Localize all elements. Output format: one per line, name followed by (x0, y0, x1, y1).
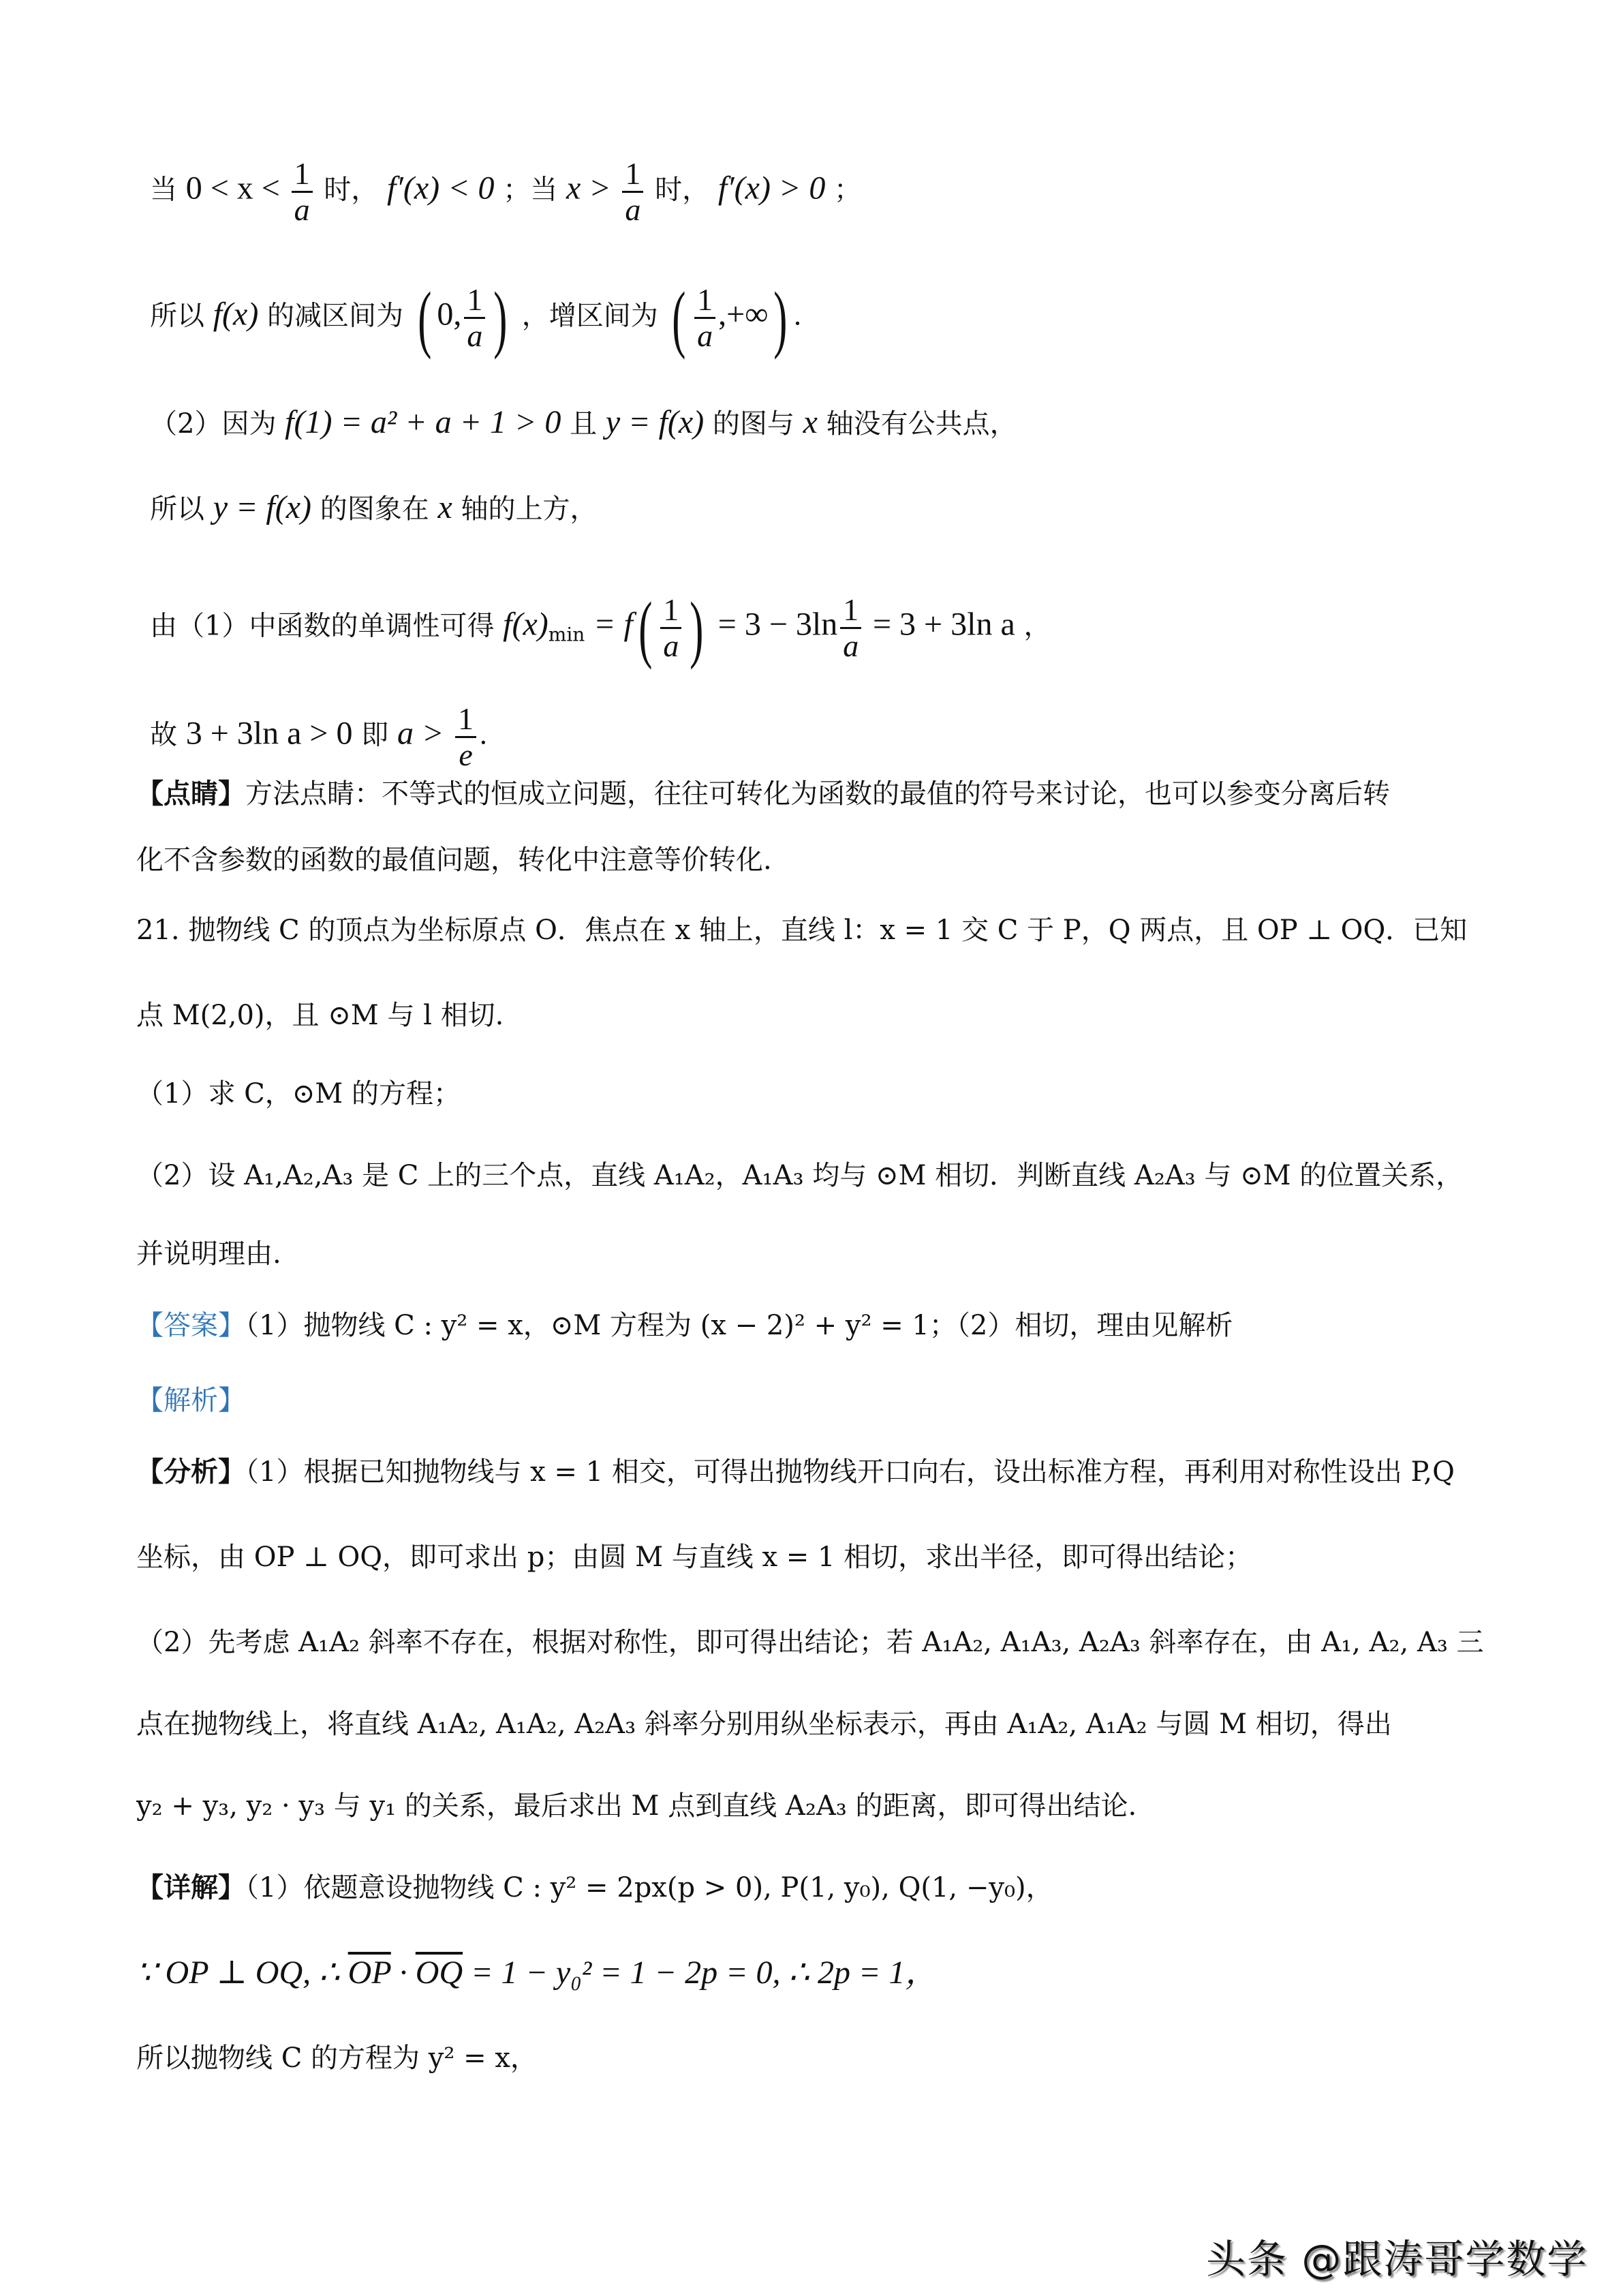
math: ∵ OP ⊥ OQ, ∴ (136, 1955, 348, 1991)
fenxi-line-5 (136, 1786, 1137, 1826)
q21-stem-line-1 (136, 910, 1467, 951)
text: . (793, 300, 802, 332)
jiexi-line (136, 1380, 245, 1421)
fraction: $\frac{1}{a}$ (660, 593, 681, 663)
math: ,+∞ (718, 296, 769, 333)
math: 0, (437, 296, 462, 333)
text: . (479, 719, 488, 751)
text: 即 (361, 719, 389, 751)
math-fx: f(x) (213, 296, 259, 333)
xiangjie-label: 【详解】 (136, 1871, 245, 1903)
answer-text: （1）抛物线 C : y² = x，⊙M 方程为 (x − 2)² + y² = 1；（2）相切，理由见解析 (245, 1310, 1233, 1341)
fenxi-line-2 (136, 1537, 1252, 1578)
question-text: 并说明理由. (136, 1238, 281, 1270)
answer-line (136, 1305, 1233, 1346)
text: 所以 (150, 493, 204, 525)
text: ， (1023, 610, 1051, 642)
part2-line (150, 402, 1017, 444)
conclusion-line (150, 702, 488, 772)
math: y = f(x) (213, 489, 312, 525)
text: 故 (150, 719, 177, 751)
text: 所以抛物线 C 的方程为 y² = x， (136, 2042, 538, 2074)
dianjing-line-2 (136, 840, 772, 881)
monotonic-condition-line (150, 157, 861, 227)
xiangjie-line-1 (136, 1867, 1053, 1908)
jiexi-label: 【解析】 (136, 1385, 245, 1416)
math-inequality: x > (566, 170, 611, 206)
paren-left: ( (638, 586, 653, 670)
math: a > (397, 715, 444, 752)
paren-right: ) (773, 276, 788, 360)
paren-left: ( (418, 276, 432, 360)
fraction-1-over-a: $\frac{1}{a}$ (622, 157, 643, 227)
text: （1）依题意设抛物线 C : y² = 2px(p > 0), P(1, y₀), Q(1, −y₀)， (245, 1872, 1053, 1903)
text: 坐标，由 OP ⊥ OQ，即可求出 p；由圆 M 与直线 x = 1 相切，求出半径，即可得出结论； (136, 1542, 1253, 1573)
math: · (390, 1955, 416, 1991)
interval-line (150, 276, 802, 360)
q21-part2-line-1 (136, 1155, 1463, 1196)
math: = 1 − y₀² = 1 − 2p = 0, ∴ 2p = 1， (463, 1955, 938, 1991)
math-inequality: 0 < x < (185, 170, 280, 206)
fraction: $\frac{1}{a}$ (464, 283, 485, 353)
math: = 3 − 3ln (717, 606, 838, 643)
q21-part2-line-2 (136, 1234, 281, 1274)
fenxi-line-1 (136, 1452, 1455, 1493)
text: 的减区间为 (267, 300, 404, 332)
subscript: min (548, 623, 585, 646)
math: y = f(x) (605, 404, 705, 440)
dianjing-label: 【点睛】 (136, 778, 245, 810)
text: 时， (655, 174, 710, 206)
text: 轴的上方， (461, 493, 598, 525)
vector-op: $\overline{OP}$ (347, 1955, 391, 1991)
text: ，增区间为 (521, 300, 658, 332)
text: 化不含参数的函数的最值问题，转化中注意等价转化. (136, 844, 772, 876)
paren-left: ( (672, 276, 686, 360)
question-text: 点 M(2,0)，且 ⊙M 与 l 相切. (136, 1000, 504, 1031)
text: 方法点睛：不等式的恒成立问题，往往可转化为函数的最值的符号来讨论，也可以参变分离后转 (245, 778, 1390, 810)
fenxi-line-3 (136, 1622, 1484, 1663)
math-derivative-neg: f′(x) < 0 (387, 170, 495, 206)
math: f(1) = a² + a + 1 > 0 (285, 404, 561, 440)
math: x (803, 404, 818, 440)
text: 且 (570, 408, 598, 440)
text: 点在抛物线上，将直线 A₁A₂, A₁A₂, A₂A₃ 斜率分别用纵坐标表示，再由 A₁A₂, A₁A₂ 与圆 M 相切，得出 (136, 1709, 1392, 1740)
math-derivative-pos: f′(x) > 0 (717, 170, 826, 206)
q21-part1 (136, 1073, 461, 1114)
fraction: $\frac{1}{a}$ (694, 283, 715, 353)
dianjing-line-1 (136, 774, 1390, 814)
math: 3 + 3ln a > 0 (185, 715, 353, 752)
text: 轴没有公共点， (826, 408, 1017, 440)
math: f(x) (503, 606, 548, 643)
q21-stem-line-2 (136, 995, 504, 1036)
text: 由（1）中函数的单调性可得 (150, 610, 495, 642)
text: （2）先考虑 A₁A₂ 斜率不存在，根据对称性，即可得出结论；若 A₁A₂, A₁A₃, A₂A₃ 斜率存在，由 A₁, A₂, A₃ 三 (136, 1627, 1484, 1658)
watermark: 头条 @跟涛哥学数学 (1206, 2236, 1588, 2282)
answer-label: 【答案】 (136, 1310, 245, 1341)
math: = 3 + 3ln a (872, 606, 1015, 643)
question-text: 21. 抛物线 C 的顶点为坐标原点 O．焦点在 x 轴上，直线 l：x = 1 交 C 于 P，Q 两点，且 OP ⊥ OQ．已知 (136, 915, 1468, 946)
paren-right: ) (690, 586, 704, 670)
fraction-1-over-a: $\frac{1}{a}$ (292, 157, 313, 227)
min-value-line (150, 586, 1051, 670)
fraction: $\frac{1}{a}$ (840, 593, 861, 663)
fraction-1-over-e: $\frac{1}{e}$ (455, 702, 476, 772)
question-text: （2）设 A₁,A₂,A₃ 是 C 上的三个点，直线 A₁A₂，A₁A₃ 均与 ⊙M 相切．判断直线 A₂A₃ 与 ⊙M 的位置关系， (136, 1160, 1464, 1191)
vector-oq: $\overline{OQ}$ (415, 1955, 463, 1991)
fenxi-label: 【分析】 (136, 1456, 245, 1488)
xiangjie-line-3 (136, 2038, 538, 2079)
math: = f (593, 606, 633, 643)
question-text: （1）求 C，⊙M 的方程； (136, 1078, 461, 1109)
text: ； (834, 174, 862, 206)
math: x (437, 489, 452, 525)
text: （2）因为 (150, 408, 277, 440)
text: （1）根据已知抛物线与 x = 1 相交，可得出抛物线开口向右，设出标准方程，再利用对称性设出 P,Q (245, 1456, 1455, 1488)
text: 时， (324, 174, 379, 206)
text: 的图与 (712, 408, 794, 440)
fenxi-line-4 (136, 1704, 1392, 1745)
paren-right: ) (493, 276, 508, 360)
text: y₂ + y₃, y₂ · y₃ 与 y₁ 的关系，最后求出 M 点到直线 A₂A₃ 的距离，即可得出结论. (136, 1790, 1137, 1822)
text: ；当 (503, 174, 558, 206)
above-axis-line (150, 487, 598, 530)
text: 当 (150, 174, 177, 206)
text: 的图象在 (320, 493, 429, 525)
text: 所以 (150, 300, 204, 332)
xiangjie-line-2 (136, 1953, 938, 1995)
